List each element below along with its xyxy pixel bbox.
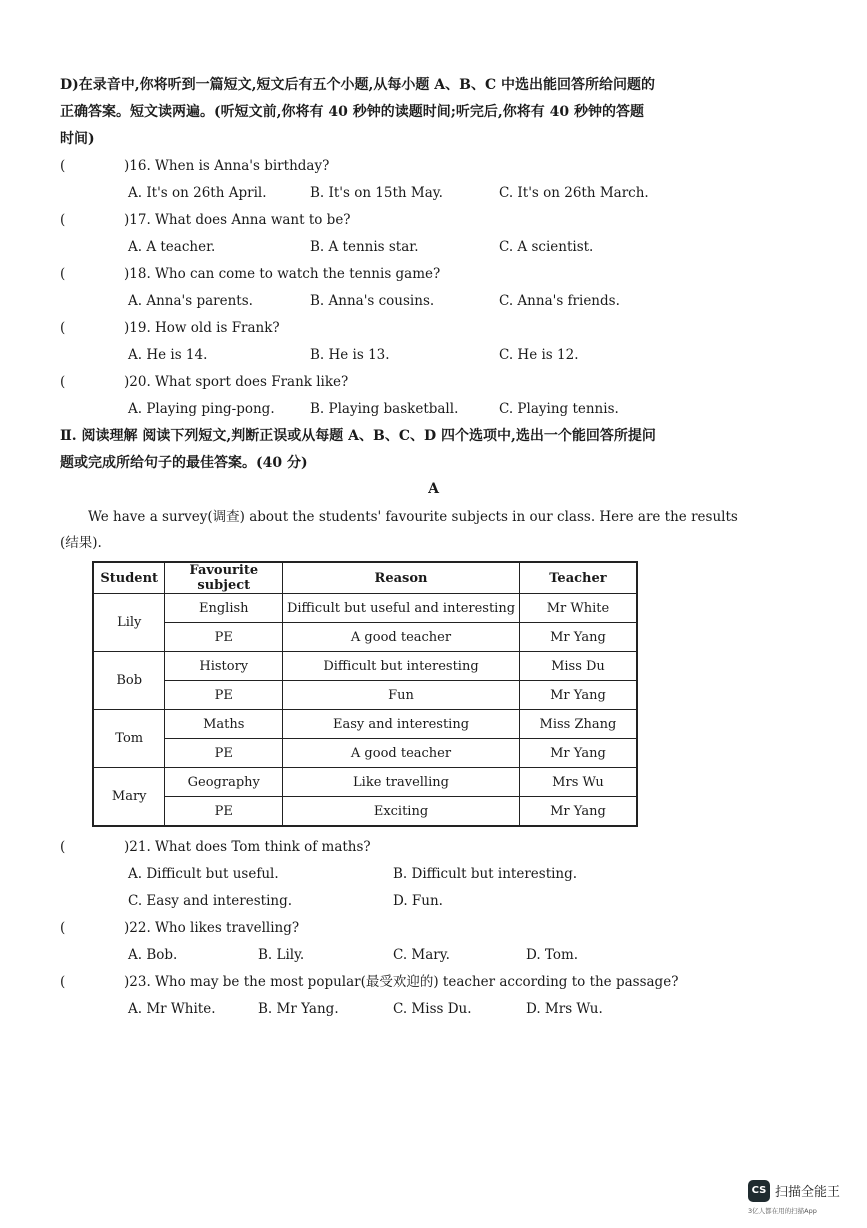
- question-20: [60, 373, 348, 391]
- option-c: C. Anna's friends.: [499, 293, 620, 309]
- header-student: Student: [93, 562, 165, 594]
- option-a: A. He is 14.: [128, 347, 208, 363]
- reading-heading-line2: 题或完成所给句子的最佳答案。(40 分): [60, 455, 308, 471]
- subject-cell: PE: [165, 623, 283, 652]
- reason-cell: A good teacher: [283, 739, 520, 768]
- option-b: B. A tennis star.: [310, 239, 419, 255]
- option-d: D. Fun.: [393, 893, 443, 909]
- subject-cell: History: [165, 652, 283, 681]
- answer-blank[interactable]: (: [60, 266, 66, 282]
- teacher-cell: Mr White: [519, 594, 637, 623]
- option-b: B. Lily.: [258, 947, 305, 963]
- option-b: B. It's on 15th May.: [310, 185, 443, 201]
- table-row: [93, 652, 637, 681]
- question-text: )19. How old is Frank?: [124, 320, 280, 336]
- passage-label: A: [428, 481, 439, 497]
- answer-blank[interactable]: (: [60, 212, 66, 228]
- header-favourite-subject: Favourite subject: [165, 562, 283, 594]
- option-d: D. Mrs Wu.: [526, 1001, 603, 1017]
- option-c: C. Easy and interesting.: [128, 893, 293, 909]
- reason-cell: A good teacher: [283, 623, 520, 652]
- section-d-line3: 时间): [60, 131, 95, 147]
- option-c: C. A scientist.: [499, 239, 594, 255]
- reason-cell: Fun: [283, 681, 520, 710]
- subject-cell: PE: [165, 739, 283, 768]
- reason-cell: Like travelling: [283, 768, 520, 797]
- table-row: [93, 594, 637, 623]
- survey-table: [92, 561, 638, 827]
- option-c: C. Mary.: [393, 947, 450, 963]
- option-a: A. Bob.: [128, 947, 178, 963]
- option-b: B. Difficult but interesting.: [393, 866, 578, 882]
- question-21: [60, 838, 371, 856]
- table-header-row: [93, 562, 637, 594]
- table-row: [93, 739, 637, 768]
- subject-cell: Geography: [165, 768, 283, 797]
- subject-cell: PE: [165, 797, 283, 827]
- question-text: )20. What sport does Frank like?: [124, 374, 349, 390]
- option-a: A. It's on 26th April.: [128, 185, 267, 201]
- question-22: [60, 919, 299, 937]
- option-a: A. Playing ping-pong.: [128, 401, 275, 417]
- option-b: B. Anna's cousins.: [310, 293, 435, 309]
- header-teacher: Teacher: [519, 562, 637, 594]
- question-23: [60, 973, 678, 991]
- teacher-cell: Mr Yang: [519, 739, 637, 768]
- question-text: )16. When is Anna's birthday?: [124, 158, 330, 174]
- passage-intro-line1: We have a survey(调查) about the students' favourite subjects in our class. Here are the results: [88, 509, 738, 525]
- option-b: B. Playing basketball.: [310, 401, 459, 417]
- question-16: [60, 157, 329, 175]
- answer-blank[interactable]: (: [60, 158, 66, 174]
- table-row: [93, 710, 637, 739]
- option-c: C. It's on 26th March.: [499, 185, 649, 201]
- teacher-cell: Mrs Wu: [519, 768, 637, 797]
- option-a: A. Mr White.: [128, 1001, 216, 1017]
- watermark-subtitle: 3亿人都在用的扫描App: [748, 1207, 817, 1215]
- teacher-cell: Miss Du: [519, 652, 637, 681]
- subject-cell: PE: [165, 681, 283, 710]
- question-text: )23. Who may be the most popular(最受欢迎的) teacher according to the passage?: [124, 974, 679, 990]
- teacher-cell: Mr Yang: [519, 797, 637, 827]
- table-row: [93, 768, 637, 797]
- question-text: )22. Who likes travelling?: [124, 920, 300, 936]
- answer-blank[interactable]: (: [60, 374, 66, 390]
- option-c: C. He is 12.: [499, 347, 579, 363]
- reason-cell: Easy and interesting: [283, 710, 520, 739]
- question-18: [60, 265, 440, 283]
- option-a: A. Difficult but useful.: [128, 866, 279, 882]
- student-cell: Bob: [93, 652, 165, 710]
- passage-intro-line2: (结果).: [60, 535, 102, 551]
- option-b: B. Mr Yang.: [258, 1001, 339, 1017]
- answer-blank[interactable]: (: [60, 920, 66, 936]
- option-c: C. Miss Du.: [393, 1001, 472, 1017]
- subject-cell: English: [165, 594, 283, 623]
- reason-cell: Exciting: [283, 797, 520, 827]
- student-cell: Lily: [93, 594, 165, 652]
- table-row: [93, 797, 637, 827]
- student-cell: Mary: [93, 768, 165, 827]
- scanner-watermark: [748, 1180, 858, 1220]
- answer-blank[interactable]: (: [60, 974, 66, 990]
- teacher-cell: Miss Zhang: [519, 710, 637, 739]
- option-a: A. A teacher.: [128, 239, 216, 255]
- reason-cell: Difficult but useful and interesting: [283, 594, 520, 623]
- table-row: [93, 623, 637, 652]
- table-row: [93, 681, 637, 710]
- teacher-cell: Mr Yang: [519, 681, 637, 710]
- question-text: )17. What does Anna want to be?: [124, 212, 351, 228]
- option-d: D. Tom.: [526, 947, 579, 963]
- option-a: A. Anna's parents.: [128, 293, 253, 309]
- question-text: )21. What does Tom think of maths?: [124, 839, 371, 855]
- subject-cell: Maths: [165, 710, 283, 739]
- student-cell: Tom: [93, 710, 165, 768]
- question-17: [60, 211, 351, 229]
- reason-cell: Difficult but interesting: [283, 652, 520, 681]
- question-19: [60, 319, 280, 337]
- section-d-line1: D)在录音中,你将听到一篇短文,短文后有五个小题,从每小题 A、B、C 中选出能回答所给问题的: [60, 77, 655, 93]
- answer-blank[interactable]: (: [60, 320, 66, 336]
- teacher-cell: Mr Yang: [519, 623, 637, 652]
- option-c: C. Playing tennis.: [499, 401, 619, 417]
- section-d-line2: 正确答案。短文读两遍。(听短文前,你将有 40 秒钟的读题时间;听完后,你将有 40 秒钟的答题: [60, 104, 644, 120]
- camscanner-logo-icon: CS: [748, 1180, 770, 1202]
- option-b: B. He is 13.: [310, 347, 390, 363]
- answer-blank[interactable]: (: [60, 839, 66, 855]
- header-reason: Reason: [283, 562, 520, 594]
- watermark-title: 扫描全能王: [775, 1185, 841, 1200]
- reading-heading-line1: Ⅱ. 阅读理解 阅读下列短文,判断正误或从每题 A、B、C、D 四个选项中,选出一个能回答所提问: [60, 428, 656, 444]
- question-text: )18. Who can come to watch the tennis game?: [124, 266, 441, 282]
